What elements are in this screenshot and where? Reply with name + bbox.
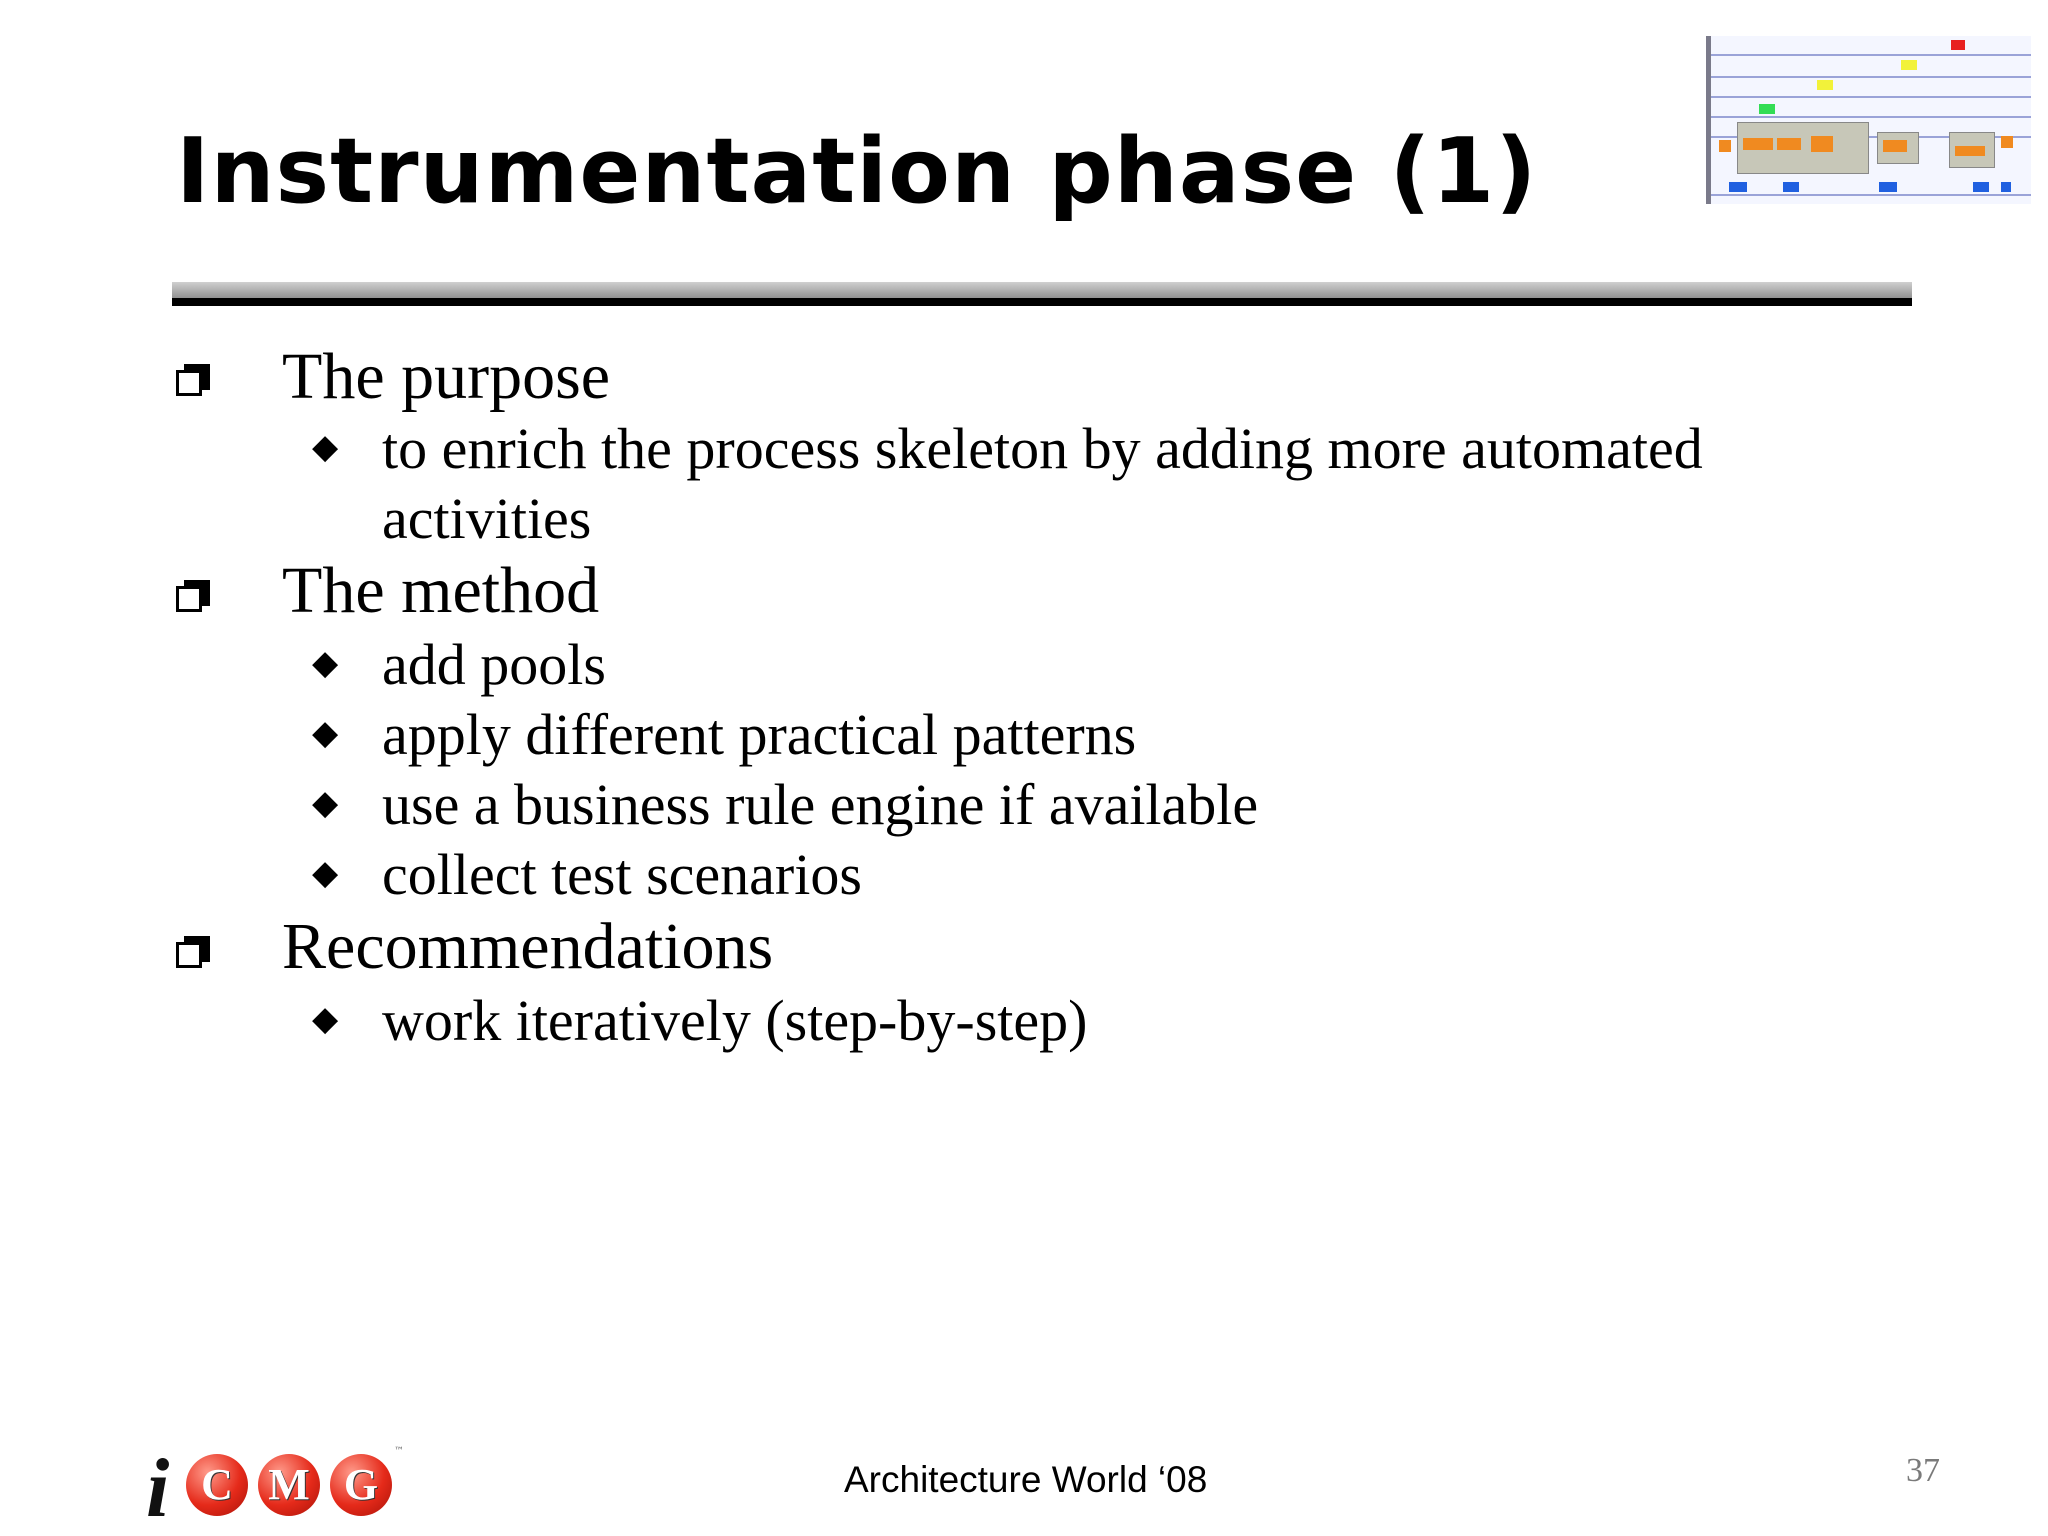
- slide-title: Instrumentation phase (1): [176, 119, 1538, 224]
- diamond-bullet-icon: ◆: [312, 643, 339, 683]
- list-item: apply different practical patterns: [382, 702, 1137, 767]
- process-diagram-thumbnail: [1706, 36, 2031, 204]
- square-bullet-icon: [176, 580, 212, 616]
- square-bullet-icon: [176, 936, 212, 972]
- list-item: collect test scenarios: [382, 842, 862, 907]
- section-heading-purpose: The purpose: [282, 340, 611, 413]
- section-heading-recommendations: Recommendations: [282, 910, 774, 983]
- list-item: use a business rule engine if available: [382, 772, 1259, 837]
- icmg-logo: i C M G ™: [146, 1442, 404, 1535]
- footer-text: Architecture World ‘08: [844, 1459, 1208, 1500]
- diamond-bullet-icon: ◆: [312, 853, 339, 893]
- list-item-continuation: activities: [382, 486, 592, 551]
- title-rule-black: [172, 298, 1912, 306]
- diamond-bullet-icon: ◆: [312, 999, 339, 1039]
- list-item: to enrich the process skeleton by adding more automated: [382, 416, 1703, 481]
- list-item: work iteratively (step-by-step): [382, 988, 1088, 1053]
- section-heading-method: The method: [282, 554, 600, 627]
- list-item: add pools: [382, 632, 606, 697]
- diamond-bullet-icon: ◆: [312, 783, 339, 823]
- diamond-bullet-icon: ◆: [312, 713, 339, 753]
- page-number: 37: [1906, 1452, 1940, 1489]
- diamond-bullet-icon: ◆: [312, 427, 339, 467]
- square-bullet-icon: [176, 364, 212, 400]
